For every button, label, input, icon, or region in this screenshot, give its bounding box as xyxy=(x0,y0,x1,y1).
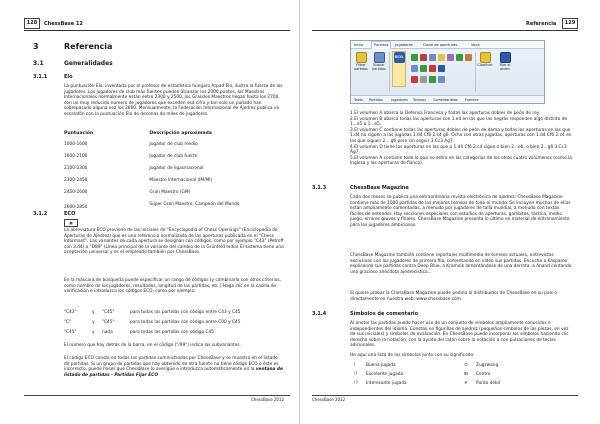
copy-icon[interactable] xyxy=(420,76,427,83)
eco-icon: ■ xyxy=(64,219,78,227)
star-icon[interactable] xyxy=(438,54,445,61)
filter-games-button[interactable] xyxy=(354,52,368,71)
eco-example-op: y xyxy=(92,310,95,315)
table-cell: Super Gran Maestro, Campeón del Mundo xyxy=(149,202,240,207)
eco-list-paragraph xyxy=(64,356,284,378)
elo-paragraph: La puntuación Elo, inventada por el profesor de estadística húngaro Arpad Elo, ilustra la fuerza de los jugadores. Los jugadores de club más fuertes pueden alcanzar los 2000 puntos, los Maestros Internacionales normalmente están entre 2300 y 2500, los Grandes Maestros llegan hasta los 2700, con un muy reducido número de jugadores que exceden esa cifra y tan solo un puñado han sobrepasado alguna vez los 2800. Mensualmente, la Federación Internacional de Ajedrez publica un escalafón con la puntuación Elo de decenas de miles de jugadores. xyxy=(64,84,283,117)
eco-search-paragraph: En la máscara de búsqueda puede especificar un rango de códigos (y combinarlo con otros criterios, como nombre de los jugadores, resultados, longitud de las partidas, etc.) Haga clic en la casilla de verificación e introduzca los códigos ECO, como por ejemplo: xyxy=(64,278,281,295)
table-row xyxy=(64,202,274,216)
funnel-icon xyxy=(356,52,367,63)
delete-icon[interactable] xyxy=(429,65,436,72)
gear-icon[interactable] xyxy=(438,76,445,83)
bottom-tab[interactable]: Tabla xyxy=(354,98,363,102)
running-head: Referencia xyxy=(526,21,557,27)
board-icon[interactable] xyxy=(438,65,445,72)
list-item: 4.El volumen D tiene las aperturas en las que a 1.d4 Cf6 2.c4 sigue o bien 2...e6, o bien 2...g6 3.Cc3 Ag7. xyxy=(350,144,567,156)
medal-icon[interactable] xyxy=(465,54,472,61)
table-header: Descripción aproximada xyxy=(149,131,212,136)
ribbon-separator xyxy=(389,52,390,92)
subsection-number: 3.1.2 xyxy=(33,211,48,217)
section-number: 3.1 xyxy=(33,60,44,67)
ribbon-bottom-tabs xyxy=(351,95,544,103)
green-doc-icon[interactable] xyxy=(411,54,418,61)
eco-paragraph: La abreviatura ECO proviene de las iniciales de "Encyclopedia of Chess Openings" (Enciclopedia de Aperturas de Ajedrez) que es una referencia normalizada de las aperturas publicada en el "Chess Informant". Las variantes de cada apertura se designan con códigos, como por ejemplo "C43" (Petroff con 3.d4) o "D89" (Línea principal de la variante del cambio de la Grünfeld India) El sistema tiene una aceptación universal y es el empleado también por ChessBase. xyxy=(64,228,284,256)
page-number: 129 xyxy=(564,20,576,26)
chapter-number: 3 xyxy=(33,42,39,51)
footer-text: ChessBase 2012 xyxy=(312,397,346,402)
section-title: Generalidades xyxy=(64,60,113,67)
subsection-title: ECO xyxy=(64,211,76,217)
table-cell: 2300-2450 xyxy=(64,178,88,183)
plus-icon[interactable] xyxy=(429,76,436,83)
set-order-button[interactable] xyxy=(497,52,513,71)
ribbon-screenshot xyxy=(350,40,545,104)
footer-rule xyxy=(312,395,578,396)
chart-icon[interactable] xyxy=(411,65,418,72)
symbol-glyph: ✕ xyxy=(464,381,468,386)
button-label: Clasificar xyxy=(477,63,493,67)
table-cell: Jugador de club fuerte xyxy=(149,154,198,159)
ribbon-tab[interactable]: Jugadores xyxy=(395,43,413,47)
sort-button[interactable] xyxy=(477,52,493,68)
bottom-tab[interactable]: Comentaristas xyxy=(433,98,458,102)
list-item: 1.El volumen A abarca la Defensa Francesa y todas las aperturas dobles de peón de rey. xyxy=(350,111,541,116)
page-number: 128 xyxy=(26,20,38,26)
bottom-tab[interactable]: Jugadores xyxy=(391,98,408,102)
sort-icon xyxy=(480,52,491,63)
magazine-paragraph: Cada dos meses se publica una extraordinaria revista electrónica de ajedrez: ChessBase Magazine contiene más de 1000 partidas de los mejores torneos de todo el mundo. Se incluyen muchas de ellas están ampliamente comentadas, a menudo por jugadores de talla mundial, a menudo con textos fáciles de entender. Hay secciones especiales con estudios de aperturas, gambitos, táctica, medio juego, errores graves y finales. ChessBase Magazine presenta lo último en material de entrenamiento para los jugadores ambiciosos. xyxy=(350,195,571,228)
table-cell: Gran Maestro (GM) xyxy=(149,190,191,195)
eco-example-to: "C45" xyxy=(102,320,115,325)
eco-example-op: y xyxy=(92,320,95,325)
symbol-glyph: !? xyxy=(354,381,359,386)
symbols-paragraph: Al anotar las partidas puede hacer uso de un conjunto de símbolos ampliamente conocidos e independientes del idioma. Constan en figurillas de ajedrez (pequeños símbolos de las piezas, en vez de sus iniciales) y símbolos de evaluación. En ChessBase puede incorporar los símbolos haciendo clic derecho sobre la notación, con la ayuda del ratón sobre la notación o con pulsaciones de teclas adicionales. xyxy=(350,321,569,349)
menu-path: ventana de listado de partidas - Partidas Fijar ECO xyxy=(64,367,283,378)
ribbon-tab[interactable]: Voca xyxy=(471,43,480,47)
subsection-title: Elo xyxy=(64,74,73,80)
eco-icon: ECO xyxy=(394,52,405,63)
header-rule xyxy=(24,30,290,31)
footer-text: ChessBase 2012 xyxy=(251,397,285,402)
button-label: Fijar el orden xyxy=(499,63,511,71)
eco-button[interactable] xyxy=(392,51,406,87)
subsection-number: 3.1.4 xyxy=(312,311,327,317)
footer-rule xyxy=(24,395,290,396)
eco-example-desc: para todas las partidas con código C45 xyxy=(130,330,214,335)
button-label: Filtrar partidas xyxy=(354,63,368,71)
eco-example-to: nada xyxy=(102,330,113,335)
elo-table xyxy=(64,131,274,216)
ribbon-separator xyxy=(475,52,476,92)
eco-example-row xyxy=(64,320,240,325)
eco-example-desc: para todas las partidas con código entre C43 y C45 xyxy=(130,310,241,315)
eco-list-text: El código ECO consta en todas las partidas suministradas por ChessBase y se muestra en el listado de partidas. Si un grupo de partidas que hay obtenido de otra fuente no tiene código ECO o éste es incorrecto, puede hacer que ChessBase lo averigüe e introduzca automáticamente en la xyxy=(64,356,279,373)
list-item: 5.El volumen A contiene todo lo que no entra en las categorías de los otros cuatro volúmenes (como la Inglesa y las aperturas de flanco). xyxy=(350,155,572,167)
red-flag-icon[interactable] xyxy=(420,54,427,61)
ribbon-tab[interactable]: Inicio xyxy=(354,43,364,47)
eco-example-from: "C45" xyxy=(64,330,77,335)
subsection-title: Símbolos de comentario xyxy=(350,311,419,317)
symbol-glyph: ⊙ xyxy=(464,363,468,368)
check-icon[interactable] xyxy=(456,54,463,61)
page-number-box xyxy=(562,18,578,29)
eco-subvariant-note: El número que hay detrás de la barra, en el código ("/99") indica las subvariantes. xyxy=(64,343,242,348)
page-number-box xyxy=(24,18,40,29)
tree-icon[interactable] xyxy=(420,65,427,72)
list-item: 2.El volumen B abarca todas las aperturas con 1.e4 en las que las negras responden algo distinto de 1...e5 o 1...e5. xyxy=(350,116,568,128)
x-icon[interactable] xyxy=(411,76,418,83)
blue-doc-icon[interactable] xyxy=(429,54,436,61)
header-rule xyxy=(312,30,578,31)
table-cell: Jugador de club medio xyxy=(149,142,198,147)
eco-example-from: "C" xyxy=(64,320,71,325)
subsection-title: ChessBase Magazine xyxy=(350,185,409,191)
table-cell: 2600-2850 xyxy=(64,205,88,210)
symbol-label: Punto débil xyxy=(476,381,501,386)
symbol-label: Zugzwang xyxy=(476,363,499,368)
table-header: Puntuación xyxy=(64,131,94,136)
subsection-number: 3.1.3 xyxy=(312,185,327,191)
eco-example-row xyxy=(64,310,240,315)
binoculars-icon xyxy=(374,52,385,63)
bottom-tab[interactable]: Torneos xyxy=(413,98,426,102)
table-row xyxy=(64,166,274,178)
ribbon-tab-bar xyxy=(351,41,544,49)
eco-example-op: y xyxy=(92,330,95,335)
symbol-glyph: ! xyxy=(354,363,356,368)
subsection-number: 3.1.1 xyxy=(33,74,48,80)
list-item: 3.El volumen C contiene todas las aperturas dobles de peón de dama y todas las aperturas en las que 1.d4 no siguen a las jugadas 1.d4 Cf6 2.c4 g6. Ocho con otras jugadas, aperturas con 1.d4 Cf6 2.c4 en las que siguen 2... g6 pero sin seguir 3.Cc3 Ag7. xyxy=(350,127,572,144)
table-row xyxy=(64,142,274,154)
table-cell: 2100-2300 xyxy=(64,166,88,171)
bottom-tab[interactable]: Partidas xyxy=(369,98,383,102)
eco-example-row xyxy=(64,330,214,335)
eco-example-from: "C43" xyxy=(64,310,77,315)
ribbon-tab[interactable]: Clave de aperturas xyxy=(423,43,458,47)
table-cell: Maestro Internacional (IM/MI) xyxy=(149,178,213,183)
eco-example-to: "C45" xyxy=(102,310,115,315)
table-row xyxy=(64,154,274,166)
ribbon-tab-active[interactable]: Partidas xyxy=(371,41,391,49)
volume-list xyxy=(350,111,572,167)
bottom-tab[interactable]: Fuentes xyxy=(465,98,479,102)
symbol-glyph: ⊞ xyxy=(464,372,468,377)
symbol-label: Interesante jugada xyxy=(366,381,407,386)
button-label: Buscar partidas xyxy=(372,63,386,71)
symbol-label: Centro xyxy=(476,372,491,377)
symbol-label: Buena jugada xyxy=(366,363,396,368)
order-icon xyxy=(500,52,511,63)
table-cell: Jugador de ligas/nacional xyxy=(149,166,204,171)
chapter-title: Referencia xyxy=(64,42,113,51)
symbols-intro: He aquí una lista de los símbolos junto con su significado: xyxy=(350,353,475,358)
table-cell: 2450-2600 xyxy=(64,190,88,195)
running-head: ChessBase 12 xyxy=(44,21,83,27)
table-row xyxy=(64,190,274,202)
table-cell: 1000-1600 xyxy=(64,142,88,147)
eco-example-desc: para todas las partidas con código entre C00 y C45 xyxy=(130,320,241,325)
symbol-label: Excelente jugada xyxy=(366,372,404,377)
magazine-paragraph: ChessBase Magazine también contiene reportajes multimedia de torneos actuales, entrevistas exclusivas con los jugadores de primera fila, comentando en vídeo sus partidas. Encuche a Kasparov explicando sus partidas contra Deep Blue, a Kramnik lamentándose de una derrota, a Anand contando una gracioso anécdota ajedrecística... xyxy=(350,253,572,275)
purple-tag-icon[interactable] xyxy=(447,54,454,61)
table-row xyxy=(64,178,274,190)
search-games-button[interactable] xyxy=(372,52,386,71)
table-cell: 1600-2100 xyxy=(64,154,88,159)
magazine-paragraph: Si quiere probar la ChessBase Magazine puede pedirla al distribuidor de ChessBase en su país o directamente en nuestra web: www.chessbase.com. xyxy=(350,291,558,302)
symbol-glyph: !! xyxy=(354,372,358,377)
